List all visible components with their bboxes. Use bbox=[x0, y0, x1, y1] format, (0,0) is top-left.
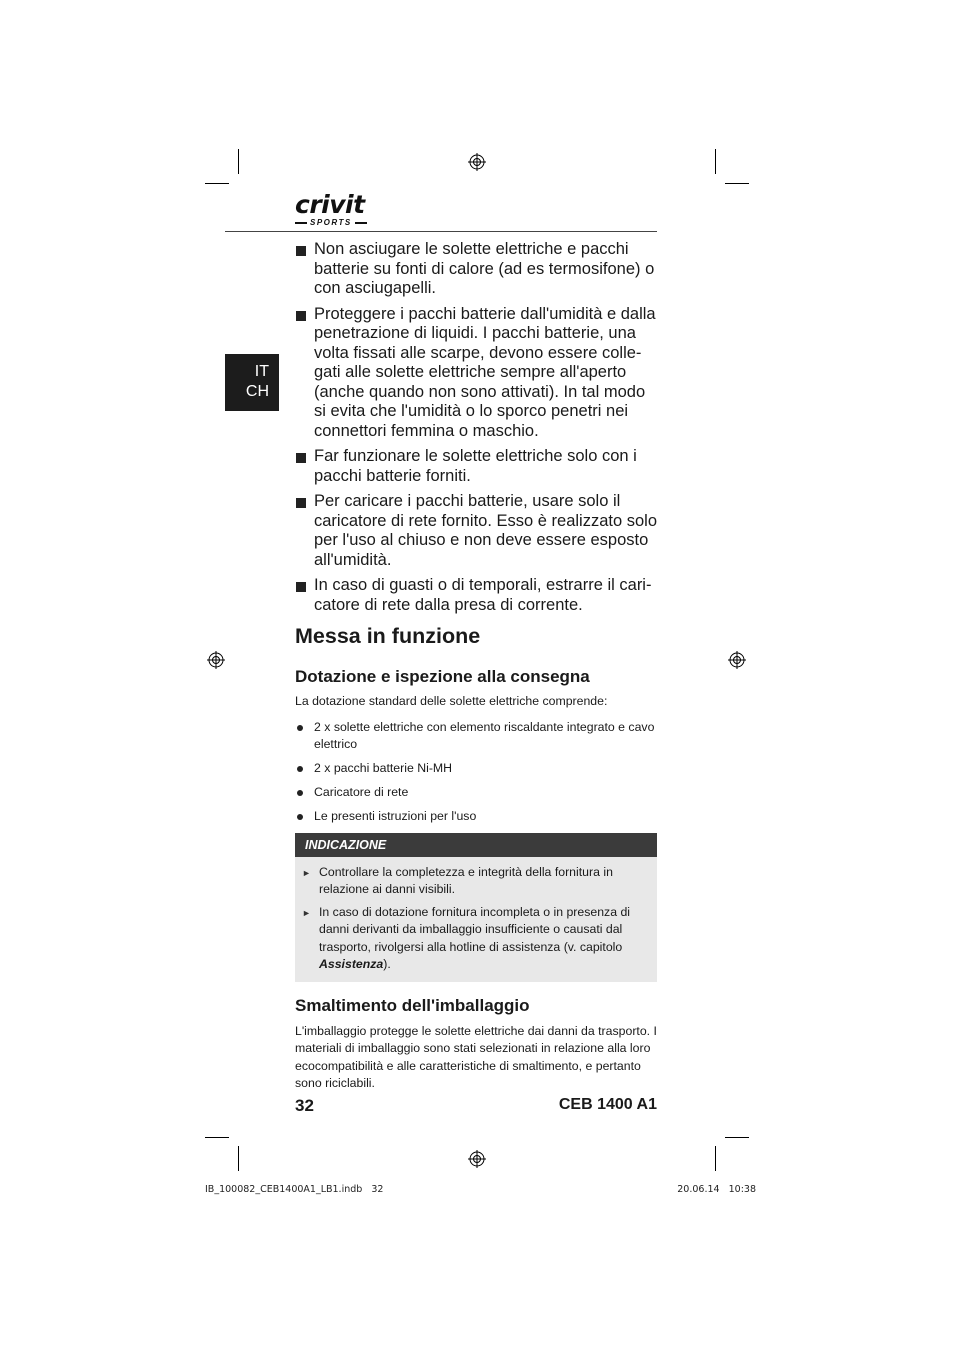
crop-mark bbox=[238, 149, 239, 174]
list-item: 2 x pacchi batterie Ni-MH bbox=[295, 760, 661, 778]
chapter-reference: Assistenza bbox=[319, 957, 384, 971]
section-title: Messa in funzione bbox=[295, 624, 481, 648]
crop-mark bbox=[205, 183, 229, 184]
delivery-list bbox=[295, 719, 661, 826]
list-item: Le presenti istruzioni per l'uso bbox=[295, 808, 661, 826]
crop-mark bbox=[725, 183, 749, 184]
arrow-bullet-icon: ► bbox=[302, 907, 311, 918]
print-slug-file: IB_100082_CEB1400A1_LB1.indb 32 bbox=[205, 1184, 384, 1195]
square-bullet-icon bbox=[296, 582, 306, 592]
print-slug-date: 20.06.14 10:38 bbox=[677, 1184, 756, 1195]
dot-bullet-icon bbox=[297, 725, 303, 731]
note-heading: INDICAZIONE bbox=[295, 833, 657, 857]
list-item: Non asciugare le solette elettriche e pacchi batterie su fonti di calore (ad es termosifone) o con asciugapelli. bbox=[295, 240, 661, 299]
delivery-intro: La dotazione standard delle solette elettriche comprende: bbox=[295, 694, 608, 708]
brand-sub bbox=[295, 218, 375, 228]
crop-mark bbox=[238, 1146, 239, 1171]
note-box bbox=[295, 833, 657, 982]
language-tab bbox=[225, 354, 279, 411]
delivery-heading: Dotazione e ispezione alla consegna bbox=[295, 667, 590, 686]
dot-bullet-icon bbox=[297, 814, 303, 820]
model-number: CEB 1400 A1 bbox=[558, 1096, 657, 1113]
crop-mark bbox=[715, 149, 716, 174]
page-number: 32 bbox=[295, 1096, 314, 1115]
brand-logo bbox=[295, 192, 375, 228]
list-item: Proteggere i pacchi batterie dall'umidità e dalla penetrazione di liquidi. I pacchi batterie, una volta fissati alle scarpe, devono essere colle-gati alle solette elettriche sempre all'aperto (anche quando non sono attivati). In tal modo si evita che l'umidità o lo sporco penetri nei connettori femmina o maschio. bbox=[295, 305, 661, 442]
list-item: 2 x solette elettriche con elemento riscaldante integrato e cavo elettrico bbox=[295, 719, 661, 754]
header-divider bbox=[225, 231, 657, 232]
square-bullet-icon bbox=[296, 311, 306, 321]
square-bullet-icon bbox=[296, 246, 306, 256]
square-bullet-icon bbox=[296, 498, 306, 508]
list-item: Caricatore di rete bbox=[295, 784, 661, 802]
crop-mark bbox=[725, 1137, 749, 1138]
registration-mark-icon bbox=[207, 651, 225, 669]
brand-sub-label: SPORTS bbox=[310, 218, 352, 227]
registration-mark-icon bbox=[468, 153, 486, 171]
dot-bullet-icon bbox=[297, 766, 303, 772]
list-item: In caso di guasti o di temporali, estrarre il cari-catore di rete dalla presa di corrente. bbox=[295, 576, 661, 615]
registration-mark-icon bbox=[468, 1150, 486, 1168]
dot-bullet-icon bbox=[297, 790, 303, 796]
list-item: Per caricare i pacchi batterie, usare solo il caricatore di rete fornito. Esso è realizzato solo per l'uso al chiuso e non deve essere esposto all'umidità. bbox=[295, 492, 661, 570]
list-item: ► Controllare la completezza e integrità della fornitura in relazione ai danni visibili. bbox=[302, 864, 613, 896]
brand-name: crivit bbox=[295, 190, 365, 219]
crop-mark bbox=[715, 1146, 716, 1171]
language-code: IT bbox=[254, 363, 269, 380]
square-bullet-icon bbox=[296, 453, 306, 463]
list-item: ► In caso di dotazione fornitura incompleta o in presenza di danni derivanti da imballaggio insufficiente o causati dal trasporto, rivolgersi alla hotline di assistenza (v. capitolo Assistenza). bbox=[302, 904, 631, 971]
registration-mark-icon bbox=[728, 651, 746, 669]
disposal-heading: Smaltimento dell'imballaggio bbox=[295, 995, 530, 1015]
crop-mark bbox=[205, 1137, 229, 1138]
country-code: CH bbox=[245, 383, 269, 400]
note-list bbox=[295, 857, 657, 982]
list-item: Far funzionare le solette elettriche solo con i pacchi batterie forniti. bbox=[295, 447, 661, 486]
safety-list bbox=[295, 240, 661, 615]
disposal-text: L'imballaggio protegge le solette elettriche dai danni da trasporto. I materiali di imballaggio sono stati selezionati in relazione alla loro ecocompatibilità e alle caratteristiche di smaltimento, e pertanto sono riciclabili. bbox=[295, 1023, 657, 1090]
arrow-bullet-icon: ► bbox=[302, 867, 311, 878]
main-content bbox=[295, 240, 661, 1093]
